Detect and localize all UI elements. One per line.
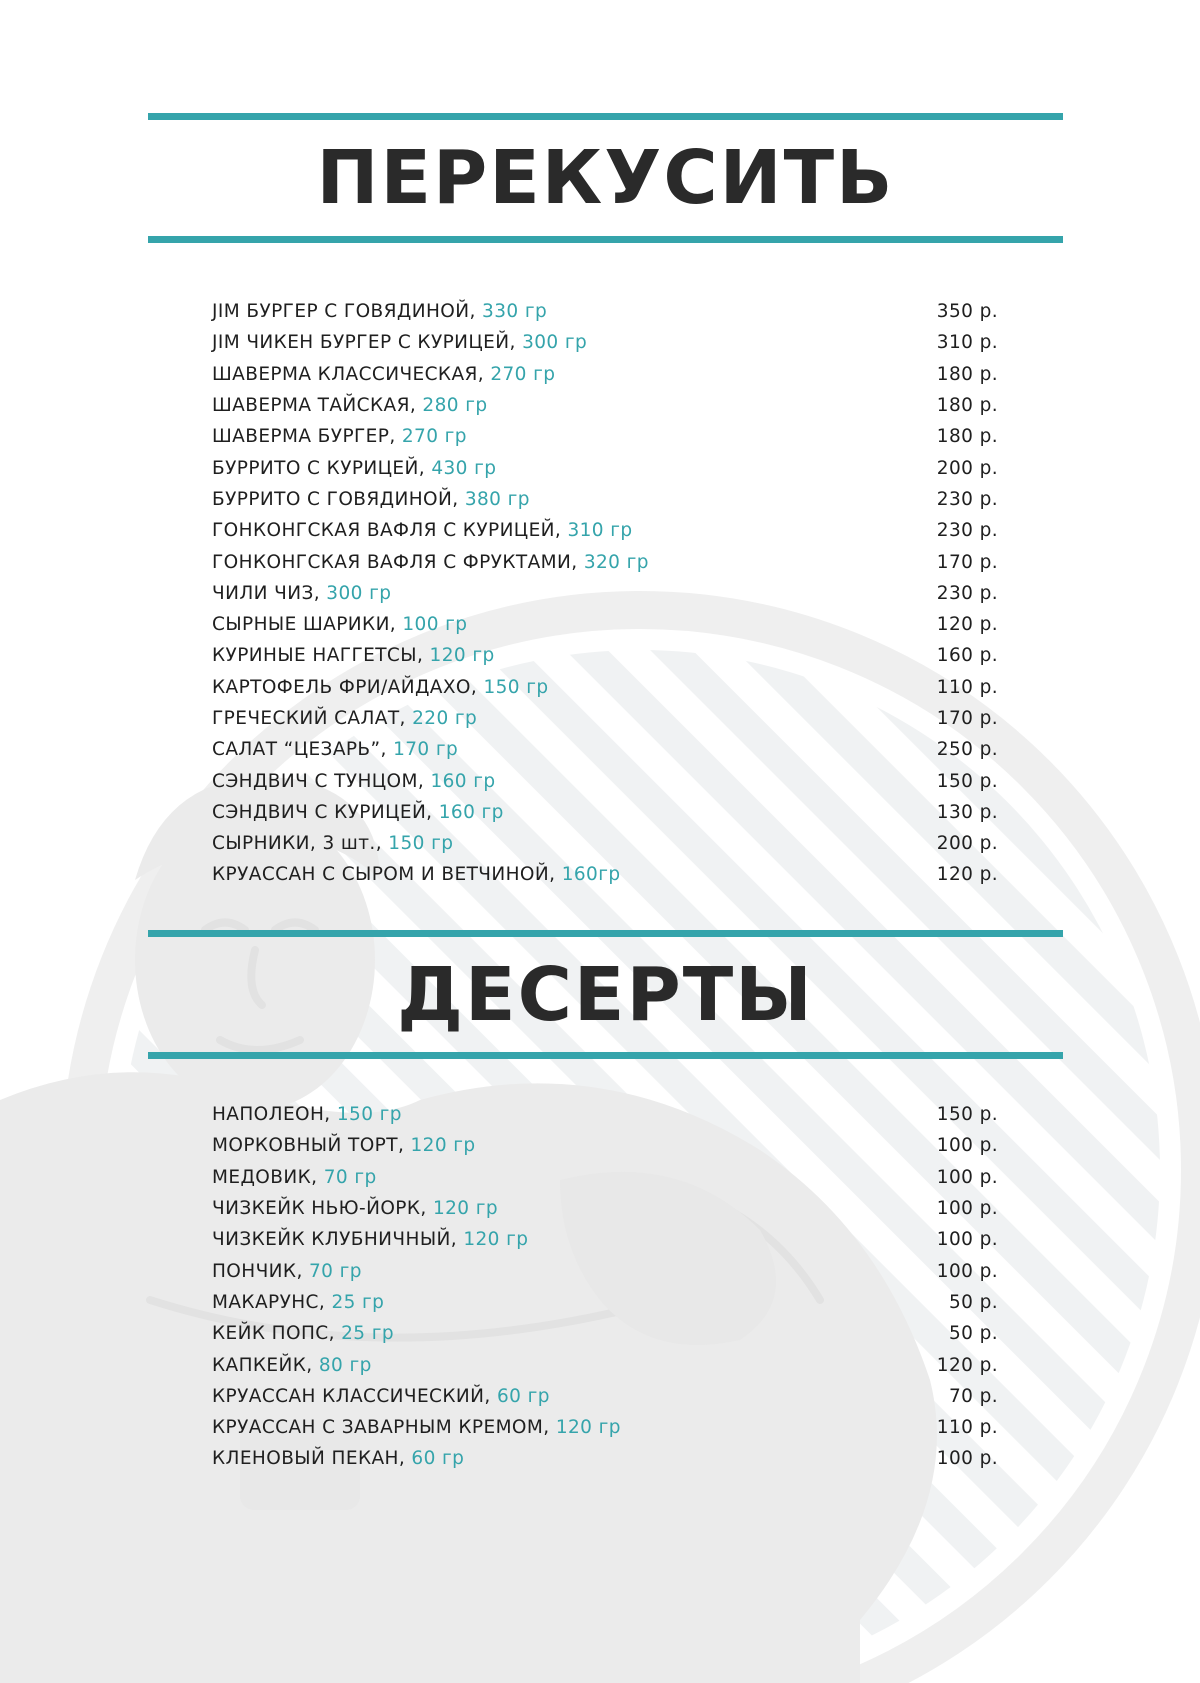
menu-item-title <box>212 614 467 635</box>
menu-item-name: БУРРИТО С КУРИЦЕЙ, <box>212 457 426 479</box>
menu-item-weight: 80 гр <box>318 1354 372 1376</box>
menu-item-name: ГОНКОНГСКАЯ ВАФЛЯ С ФРУКТАМИ, <box>212 551 578 573</box>
menu-item-weight: 270 гр <box>490 363 556 385</box>
menu-item-price: 110 р. <box>936 1417 998 1439</box>
menu-item-price: 180 р. <box>936 426 998 448</box>
menu-item <box>212 578 998 609</box>
menu-item-price: 150 р. <box>936 1104 998 1126</box>
menu-item-name: ШАВЕРМА ТАЙСКАЯ, <box>212 395 417 417</box>
menu-item-name: ПОНЧИК, <box>212 1260 303 1282</box>
menu-item-price: 100 р. <box>936 1166 998 1188</box>
menu-item-weight: 310 гр <box>567 520 633 542</box>
menu-item-weight: 160 гр <box>438 801 504 823</box>
menu-item-title <box>212 1448 464 1469</box>
menu-item <box>212 296 998 327</box>
menu-item-name: ЧИЗКЕЙК НЬЮ-ЙОРК, <box>212 1198 427 1220</box>
menu-item-price: 150 р. <box>936 770 998 792</box>
menu-item <box>212 609 998 640</box>
menu-item <box>212 546 998 577</box>
menu-item <box>212 390 998 421</box>
menu-item-title <box>212 552 649 573</box>
section-bottom-rule <box>148 236 1063 243</box>
menu-item-name: JIM БУРГЕР С ГОВЯДИНОЙ, <box>212 301 476 323</box>
menu-item-name: КРУАССАН С ЗАВАРНЫМ КРЕМОМ, <box>212 1417 550 1439</box>
menu-item-weight: 120 гр <box>463 1229 529 1251</box>
menu-item <box>212 1287 998 1318</box>
menu-item <box>212 1349 998 1380</box>
menu-item-name: СЫРНЫЕ ШАРИКИ, <box>212 614 397 636</box>
section-title-snacks: ПЕРЕКУСИТЬ <box>316 135 895 221</box>
menu-item <box>212 484 998 515</box>
menu-item-price: 350 р. <box>936 301 998 323</box>
menu-item <box>212 359 998 390</box>
menu-item-price: 170 р. <box>936 708 998 729</box>
menu-item-title <box>212 1292 384 1313</box>
menu-item-weight: 430 гр <box>431 457 497 479</box>
menu-item-name: МОРКОВНЫЙ ТОРТ, <box>212 1135 405 1157</box>
menu-item-weight: 220 гр <box>412 708 478 729</box>
menu-item <box>212 1130 998 1161</box>
menu-item-price: 180 р. <box>936 363 998 385</box>
menu-item-price: 250 р. <box>936 739 998 761</box>
menu-item <box>212 1193 998 1224</box>
menu-item-name: ЧИЗКЕЙК КЛУБНИЧНЫЙ, <box>212 1229 458 1251</box>
menu-item-price: 100 р. <box>936 1229 998 1251</box>
menu-item-price: 50 р. <box>948 1323 998 1345</box>
menu-item-weight: 25 гр <box>331 1291 385 1313</box>
menu-item <box>212 1224 998 1255</box>
menu-item <box>212 859 998 890</box>
menu-item-weight: 120 гр <box>429 645 495 667</box>
menu-item-price: 120 р. <box>936 1354 998 1376</box>
menu-item-weight: 380 гр <box>464 488 530 510</box>
menu-item <box>212 828 998 859</box>
menu-item-title <box>212 677 549 698</box>
menu-item-weight: 150 гр <box>483 676 549 698</box>
menu-item-title <box>212 1167 377 1188</box>
menu-item-title <box>212 864 620 885</box>
menu-item <box>212 765 998 796</box>
menu-item-weight: 70 гр <box>323 1166 377 1188</box>
menu-item-weight: 320 гр <box>583 551 649 573</box>
menu-item-weight: 160гр <box>561 864 621 886</box>
menu-item-title <box>212 1386 550 1407</box>
menu-item-price: 100 р. <box>936 1448 998 1470</box>
menu-item-weight: 300 гр <box>326 582 392 604</box>
menu-item-title <box>212 301 547 322</box>
menu-item-name: КРУАССАН КЛАССИЧЕСКИЙ, <box>212 1385 491 1407</box>
menu-item-price: 230 р. <box>936 582 998 604</box>
desserts-menu-list <box>212 1099 998 1475</box>
menu-item <box>212 1255 998 1286</box>
menu-item <box>212 734 998 765</box>
menu-item <box>212 1318 998 1349</box>
menu-item-title <box>212 520 633 541</box>
section-top-rule <box>148 930 1063 937</box>
menu-item-name: ГОНКОНГСКАЯ ВАФЛЯ С КУРИЦЕЙ, <box>212 520 562 542</box>
menu-item-price: 50 р. <box>948 1291 998 1313</box>
menu-item <box>212 1443 998 1474</box>
menu-item-name: СЫРНИКИ, 3 шт., <box>212 833 382 855</box>
menu-item-weight: 330 гр <box>482 301 548 323</box>
menu-item-weight: 60 гр <box>496 1385 550 1407</box>
menu-item <box>212 452 998 483</box>
menu-item <box>212 703 998 734</box>
menu-item-name: НАПОЛЕОН, <box>212 1104 331 1126</box>
menu-item-title <box>212 395 487 416</box>
menu-item-title <box>212 802 504 823</box>
menu-item-title <box>212 1104 402 1125</box>
menu-item-name: БУРРИТО С ГОВЯДИНОЙ, <box>212 488 459 510</box>
menu-item-weight: 120 гр <box>432 1198 499 1220</box>
menu-item-weight: 150 гр <box>336 1104 402 1126</box>
menu-item-weight: 150 гр <box>388 833 454 855</box>
menu-item-price: 100 р. <box>936 1260 998 1282</box>
menu-item-price: 180 р. <box>936 395 998 417</box>
menu-item-price: 200 р. <box>936 833 998 855</box>
menu-item-name: МЕДОВИК, <box>212 1166 318 1188</box>
menu-item-weight: 160 гр <box>430 770 496 792</box>
menu-item-weight: 170 гр <box>393 739 459 761</box>
menu-item-name: КЕЙК ПОПС, <box>212 1323 335 1345</box>
menu-item <box>212 327 998 358</box>
menu-item-weight: 300 гр <box>522 332 588 354</box>
menu-item <box>212 1162 998 1193</box>
menu-item <box>212 1381 998 1412</box>
menu-item-title <box>212 364 555 385</box>
menu-item <box>212 797 998 828</box>
section-top-rule <box>148 113 1063 120</box>
menu-item-title <box>212 489 530 510</box>
menu-item-price: 110 р. <box>936 676 998 698</box>
menu-item-price: 120 р. <box>936 864 998 886</box>
menu-item-name: КАРТОФЕЛЬ ФРИ/АЙДАХО, <box>212 676 478 698</box>
menu-item-title <box>212 458 496 479</box>
section-title-desserts: ДЕСЕРТЫ <box>397 952 814 1038</box>
menu-item <box>212 1412 998 1443</box>
menu-item-title <box>212 1417 621 1438</box>
menu-item <box>212 640 998 671</box>
menu-item-title <box>212 332 587 353</box>
menu-item <box>212 515 998 546</box>
menu-item-title <box>212 1198 498 1219</box>
section-bottom-rule <box>148 1052 1063 1059</box>
menu-item <box>212 421 998 452</box>
menu-item-title <box>212 583 391 604</box>
menu-item-name: МАКАРУНС, <box>212 1291 326 1313</box>
menu-item-title <box>212 645 495 666</box>
menu-item <box>212 1099 998 1130</box>
menu-item-title <box>212 1355 372 1376</box>
snacks-menu-list <box>212 296 998 891</box>
menu-item-name: КАПКЕЙК, <box>212 1354 313 1376</box>
menu-item-price: 310 р. <box>936 332 998 354</box>
menu-item-name: ШАВЕРМА КЛАССИЧЕСКАЯ, <box>212 363 485 385</box>
menu-item-weight: 120 гр <box>410 1135 476 1157</box>
menu-item-price: 100 р. <box>936 1135 998 1157</box>
menu-item-title <box>212 1261 362 1282</box>
menu-item-name: КУРИНЫЕ НАГГЕТСЫ, <box>212 645 424 667</box>
menu-item-weight: 60 гр <box>411 1448 465 1470</box>
menu-item-title <box>212 833 453 854</box>
menu-item-title <box>212 1229 528 1250</box>
menu-item-title <box>212 426 467 447</box>
menu-item-price: 120 р. <box>936 614 998 636</box>
menu-item <box>212 672 998 703</box>
menu-item-weight: 25 гр <box>341 1323 395 1345</box>
menu-item-name: САЛАТ “ЦЕЗАРЬ”, <box>212 739 387 761</box>
menu-item-price: 230 р. <box>936 520 998 542</box>
menu-item-price: 160 р. <box>936 645 998 667</box>
menu-item-title <box>212 708 477 729</box>
menu-item-weight: 270 гр <box>401 426 467 448</box>
menu-item-weight: 280 гр <box>422 395 488 417</box>
menu-item-name: ЧИЛИ ЧИЗ, <box>212 582 321 604</box>
menu-item-name: КЛЕНОВЫЙ ПЕКАН, <box>212 1448 406 1470</box>
menu-item-weight: 70 гр <box>309 1260 362 1282</box>
menu-item-price: 200 р. <box>936 457 998 479</box>
menu-item-name: JIM ЧИКЕН БУРГЕР С КУРИЦЕЙ, <box>212 332 516 354</box>
menu-item-price: 130 р. <box>936 801 998 823</box>
menu-item-price: 70 р. <box>948 1385 998 1407</box>
menu-item-weight: 100 гр <box>402 614 468 636</box>
menu-item-title <box>212 739 458 760</box>
menu-item-title <box>212 771 496 792</box>
menu-item-name: ШАВЕРМА БУРГЕР, <box>212 426 396 448</box>
menu-item-price: 230 р. <box>936 488 998 510</box>
menu-item-price: 100 р. <box>936 1198 998 1220</box>
menu-item-title <box>212 1323 394 1344</box>
menu-item-name: СЭНДВИЧ С КУРИЦЕЙ, <box>212 801 433 823</box>
menu-item-name: СЭНДВИЧ С ТУНЦОМ, <box>212 770 425 792</box>
menu-item-title <box>212 1135 476 1156</box>
menu-item-weight: 120 гр <box>555 1417 621 1439</box>
menu-item-price: 170 р. <box>936 551 998 573</box>
menu-item-name: КРУАССАН С СЫРОМ И ВЕТЧИНОЙ, <box>212 864 556 886</box>
menu-item-name: ГРЕЧЕСКИЙ САЛАТ, <box>212 708 406 729</box>
